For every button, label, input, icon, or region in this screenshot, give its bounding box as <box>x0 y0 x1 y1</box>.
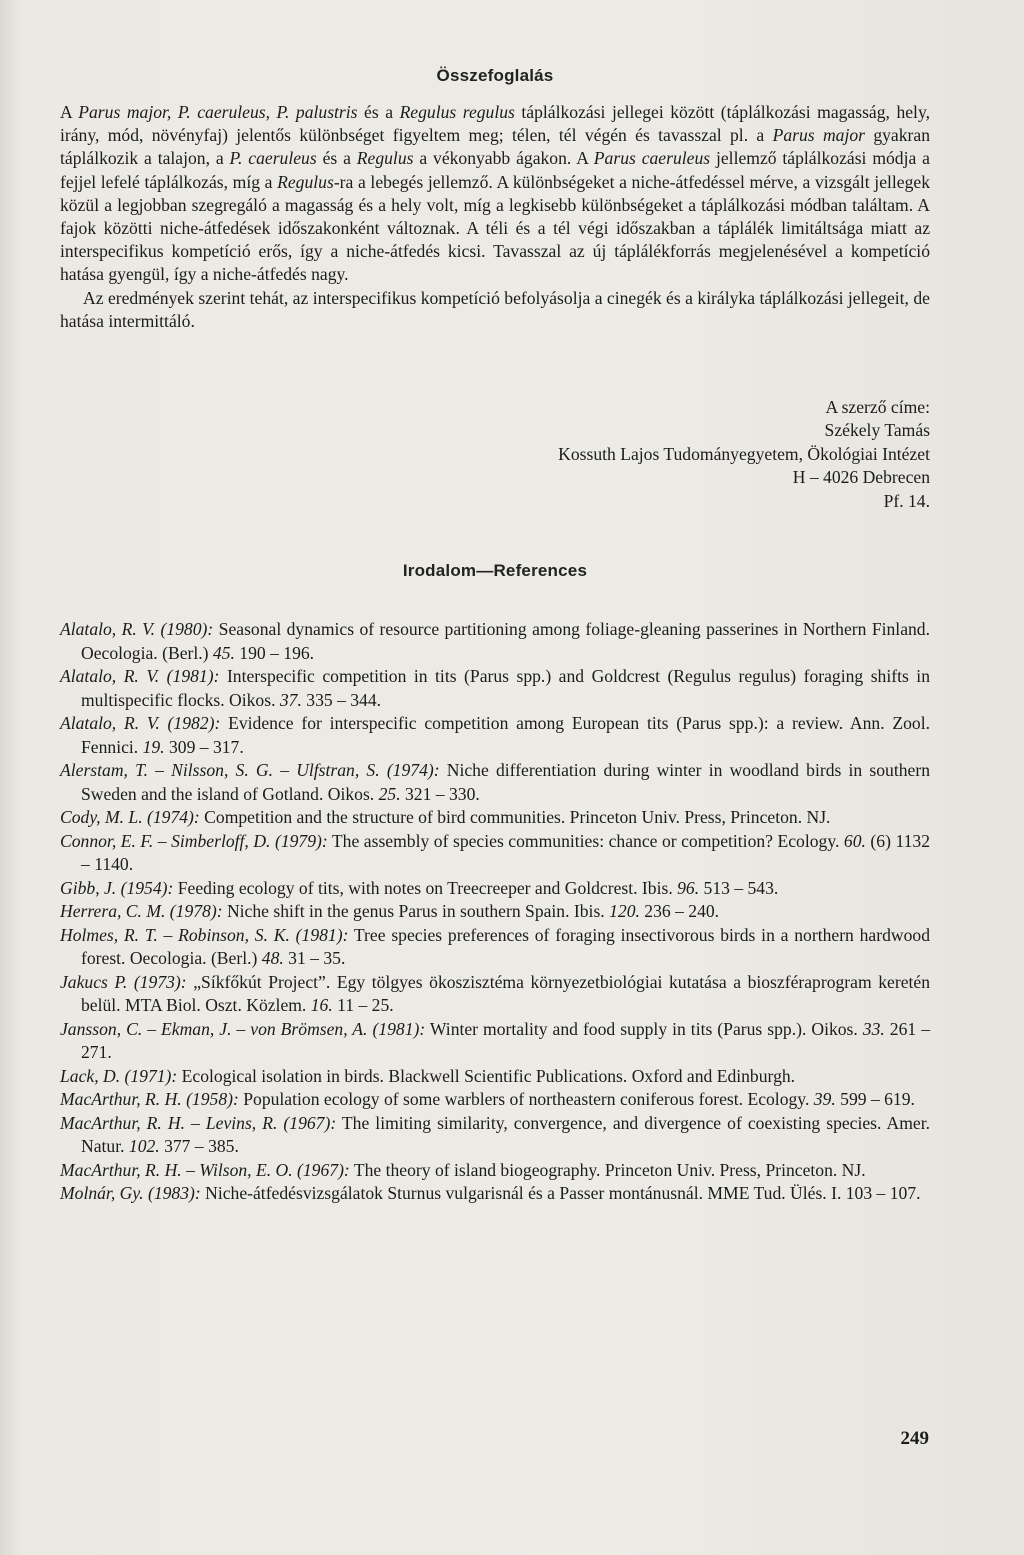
reference-pages: (6) 1132 – 1140. <box>81 830 930 874</box>
reference-vol: 48. <box>261 948 284 968</box>
reference-text: The theory of island biogeography. Princeton Univ. Press, Princeton. NJ. <box>349 1159 866 1180</box>
text-run: és a <box>357 102 400 122</box>
reference-vol: 16. <box>310 995 333 1015</box>
reference-pages: 321 – 330. <box>400 783 480 804</box>
references-heading: Irodalom—References <box>402 561 588 580</box>
references-list <box>60 618 930 1206</box>
reference-text: Competition and the structure of bird communities. Princeton Univ. Press, Princeton. NJ. <box>199 807 831 827</box>
reference-author: Alerstam, T. – Nilsson, S. G. – Ulfstran, S. (1974): <box>60 760 440 780</box>
reference-item <box>60 924 930 971</box>
reference-pages: 190 – 196. <box>234 642 315 663</box>
reference-vol: 45. <box>212 642 235 663</box>
text-run: A <box>60 102 79 122</box>
reference-item <box>60 665 930 712</box>
reference-pages: 309 – 317. <box>164 736 244 757</box>
po-box: Pf. 14. <box>883 490 930 511</box>
reference-pages: 11 – 25. <box>332 995 394 1015</box>
reference-vol: 120. <box>609 901 640 921</box>
reference-author: Connor, E. F. – Simberloff, D. (1979): <box>60 830 328 851</box>
reference-vol: 37. <box>279 689 302 710</box>
text-run: jellemző táplálkozási módja a fejjel lefelé táplálkozás, míg a <box>60 148 930 192</box>
summary-section <box>60 101 930 333</box>
reference-author: Jansson, C. – Ekman, J. – von Brömsen, A. (1981): <box>60 1018 426 1039</box>
reference-item <box>60 1182 930 1206</box>
reference-item <box>60 877 930 901</box>
species-name: Parus major, P. caeruleus, P. palustris <box>78 102 358 122</box>
reference-text: Population ecology of some warblers of northeastern coniferous forest. Ecology. <box>238 1089 814 1109</box>
species-name: P. caeruleus <box>229 148 317 169</box>
reference-vol: 60. <box>843 830 866 851</box>
reference-author: Cody, M. L. (1974): <box>60 807 200 827</box>
reference-author: Gibb, J. (1954): <box>60 877 174 898</box>
reference-pages: 261 – 271. <box>81 1018 930 1062</box>
reference-pages: 513 – 543. <box>699 877 779 898</box>
reference-item <box>60 1112 930 1159</box>
reference-item <box>60 759 930 806</box>
reference-item <box>60 830 930 877</box>
reference-author: Jakucs P. (1973): <box>60 971 187 992</box>
reference-vol: 96. <box>677 877 700 898</box>
species-name: Parus caeruleus <box>593 148 711 169</box>
summary-paragraph-2: Az eredmények szerint tehát, az interspecifikus kompetíció befolyásolja a cinegék és a királyka táplálkozási jellegeit, de hatása intermittáló. <box>60 287 930 331</box>
species-name: Parus major <box>772 125 865 146</box>
reference-item <box>60 971 930 1018</box>
reference-author: MacArthur, R. H. – Levins, R. (1967): <box>60 1112 337 1133</box>
reference-text: The limiting similarity, convergence, and divergence of coexisting species. Amer. Natur. <box>81 1112 930 1156</box>
reference-text: Ecological isolation in birds. Blackwell Scientific Publications. Oxford and Edinburgh. <box>177 1065 796 1086</box>
reference-vol: 25. <box>378 783 401 804</box>
reference-pages: 31 – 35. <box>283 948 346 968</box>
reference-item <box>60 618 930 665</box>
reference-author: Alatalo, R. V. (1981): <box>60 666 220 686</box>
reference-text: Niche shift in the genus Parus in southern Spain. Ibis. <box>222 901 610 921</box>
reference-item <box>60 712 930 759</box>
reference-pages: 377 – 385. <box>159 1136 239 1156</box>
reference-author: Alatalo, R. V. (1980): <box>60 619 214 639</box>
text-run: -ra a lebegés jellemző. A különbségeket a niche-átfedéssel mérve, a vizsgált jellegek közül a legjobban szegregáló a magasság és a hely volt, míg a legkisebb különbségeket a táplálkozási módban találtam. A fajok közötti niche-átfedések időszakonként változnak. A téli és a tél végi időszakban a táplálék limitáltsága miatt az interspecifikus kompetíció erős, így a niche-átfedés kicsi. Tavasszal az új táplálékforrás megjelenésével a kompetíció hatása gyengül, így a niche-átfedés nagy. <box>60 171 930 285</box>
species-name: Regulus regulus <box>399 102 515 122</box>
reference-item <box>60 806 930 830</box>
reference-text: Niche-átfedésvizsgálatok Sturnus vulgarisnál és a Passer montánusnál. MME Tud. Ülés. I. 103 – 107. <box>200 1183 921 1203</box>
reference-text: Niche differentiation during winter in woodland birds in southern Sweden and the island of Gotland. Oikos. <box>81 760 931 804</box>
species-name: Regulus <box>356 148 414 169</box>
reference-item <box>60 1065 930 1089</box>
reference-author: MacArthur, R. H. – Wilson, E. O. (1967): <box>60 1159 350 1180</box>
reference-pages: 236 – 240. <box>639 901 720 921</box>
text-run: táplálkozási jellegei között (táplálkozási magasság, hely, irány, mód, növényfaj) jelentős különbséget figyeltem meg; télen, tél végén és tavasszal pl. a <box>60 102 931 146</box>
reference-item <box>60 1159 930 1183</box>
reference-vol: 33. <box>862 1018 885 1039</box>
reference-vol: 102. <box>128 1136 160 1156</box>
reference-text: Interspecific competition in tits (Parus spp.) and Goldcrest (Regulus regulus) foraging shifts in multispecific flocks. Oikos. <box>81 666 930 710</box>
reference-item <box>60 1018 930 1065</box>
reference-text: Feeding ecology of tits, with notes on Treecreeper and Goldcrest. Ibis. <box>173 877 678 898</box>
author-address <box>330 396 930 513</box>
city: H – 4026 Debrecen <box>792 467 930 488</box>
page-number: 249 <box>900 1428 929 1449</box>
reference-text: Evidence for interspecific competition among European tits (Parus spp.): a review. Ann. Zool. Fennici. <box>81 713 930 757</box>
reference-text: Winter mortality and food supply in tits (Parus spp.). Oikos. <box>425 1018 863 1039</box>
reference-item <box>60 900 930 924</box>
text-run: gyakran táplálkozik a talajon, a <box>60 125 930 169</box>
species-name: Regulus <box>277 171 334 192</box>
reference-text: „Síkfőkút Project”. Egy tölgyes ökoszisztéma környezetbiológiai kutatása a bioszféraprogram keretén belül. MTA Biol. Oszt. Közlem. <box>81 971 930 1015</box>
summary-heading: Összefoglalás <box>436 66 554 85</box>
reference-author: Herrera, C. M. (1978): <box>60 901 223 921</box>
reference-item <box>60 1088 930 1112</box>
reference-author: Molnár, Gy. (1983): <box>60 1183 201 1203</box>
reference-text: Seasonal dynamics of resource partitioning among foliage-gleaning passerines in Northern Finland. Oecologia. (Berl.) <box>81 619 930 663</box>
reference-author: MacArthur, R. H. (1958): <box>60 1089 239 1109</box>
summary-paragraph-1 <box>60 101 930 287</box>
reference-author: Holmes, R. T. – Robinson, S. K. (1981): <box>60 924 349 945</box>
reference-author: Alatalo, R. V. (1982): <box>60 713 221 733</box>
reference-vol: 39. <box>813 1089 836 1109</box>
author-name: Székely Tamás <box>824 420 930 441</box>
reference-text: The assembly of species communities: chance or competition? Ecology. <box>327 830 844 851</box>
reference-pages: 335 – 344. <box>301 689 382 710</box>
text-run: és a <box>316 148 357 169</box>
reference-pages: 599 – 619. <box>835 1089 915 1109</box>
reference-vol: 19. <box>142 736 165 757</box>
reference-author: Lack, D. (1971): <box>60 1065 178 1086</box>
text-run: a vékonyabb ágakon. A <box>413 148 594 169</box>
address-label: A szerző címe: <box>825 397 930 417</box>
institution: Kossuth Lajos Tudományegyetem, Ökológiai Intézet <box>558 443 930 464</box>
reference-text: Tree species preferences of foraging insectivorous birds in a northern hardwood forest. Oecologia. (Berl.) <box>81 924 930 968</box>
